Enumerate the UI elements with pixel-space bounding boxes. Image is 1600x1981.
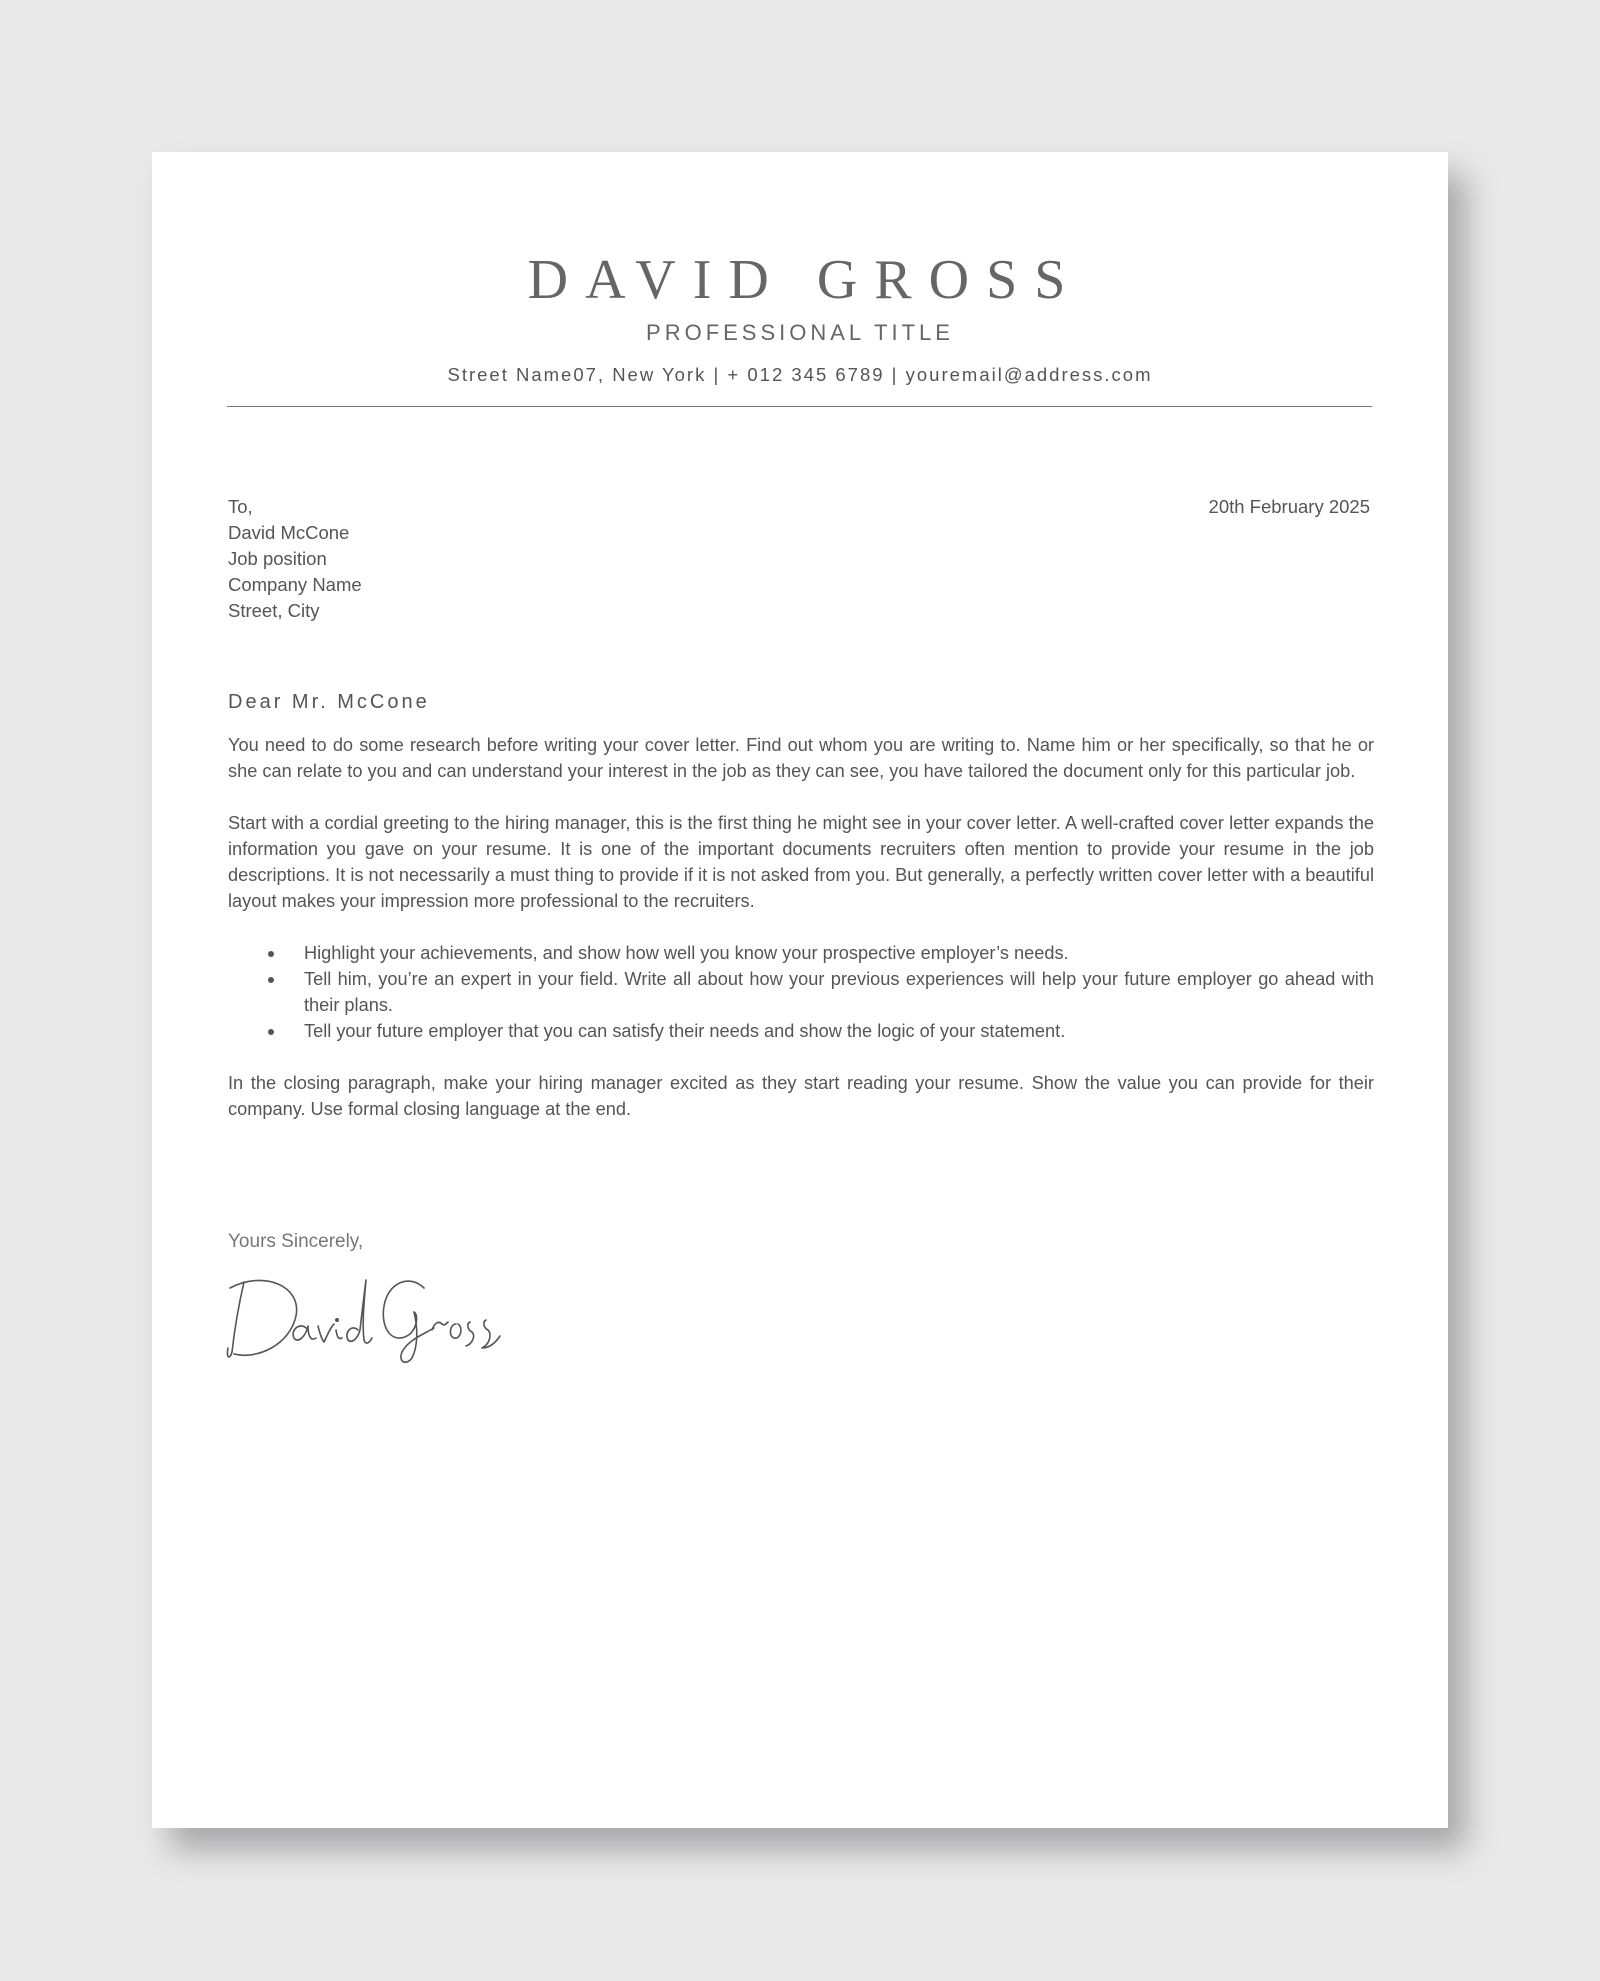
bullet-item: Highlight your achievements, and show how well you know your prospective employer’s needs. [304, 940, 1374, 966]
cover-letter-page [152, 152, 1448, 1828]
salutation: Dear Mr. McCone [228, 691, 430, 713]
recipient-block [228, 494, 362, 624]
letter-date: 20th February 2025 [1208, 496, 1370, 517]
body-paragraph: You need to do some research before writing your cover letter. Find out whom you are writing to. Name him or her specifically, so that he or she can relate to you and can understand your interest in the job as they can see, you have tailored the document only for this particular job. [228, 735, 1374, 781]
closing-line: Yours Sincerely, [228, 1231, 364, 1252]
closing-paragraph: In the closing paragraph, make your hiring manager excited as they start reading your resume. Show the value you can provide for their company. Use formal closing language at the end. [228, 1073, 1374, 1119]
professional-title: PROFESSIONAL TITLE [646, 320, 954, 345]
body-paragraph: Start with a cordial greeting to the hiring manager, this is the first thing he might see in your cover letter. A well-crafted cover letter expands the information you gave on your resume. It is one of the important documents recruiters often mention to provide your resume in the job descriptions. It is not necessarily a must thing to provide if it is not asked from you. But generally, a perfectly written cover letter with a beautiful layout makes your impression more professional to the recruiters. [228, 813, 1375, 911]
bullet-item: Tell him, you’re an expert in your field. Write all about how your previous experiences will help your future employer go ahead with their plans. [304, 966, 1374, 1018]
recipient-line: Job position [228, 548, 327, 569]
contact-line: Street Name07, New York | + 012 345 6789 | youremail@address.com [447, 364, 1153, 385]
signature-image [224, 1268, 504, 1364]
applicant-name: DAVID GROSS [527, 249, 1083, 311]
letter-body [228, 732, 1374, 1148]
recipient-line: Street, City [228, 600, 320, 621]
recipient-line: Company Name [228, 574, 362, 595]
recipient-line: To, [228, 496, 253, 517]
recipient-line: David McCone [228, 522, 350, 543]
bullet-list [228, 940, 1374, 1044]
header-divider [227, 406, 1372, 407]
bullet-item: Tell your future employer that you can satisfy their needs and show the logic of your statement. [304, 1018, 1374, 1044]
